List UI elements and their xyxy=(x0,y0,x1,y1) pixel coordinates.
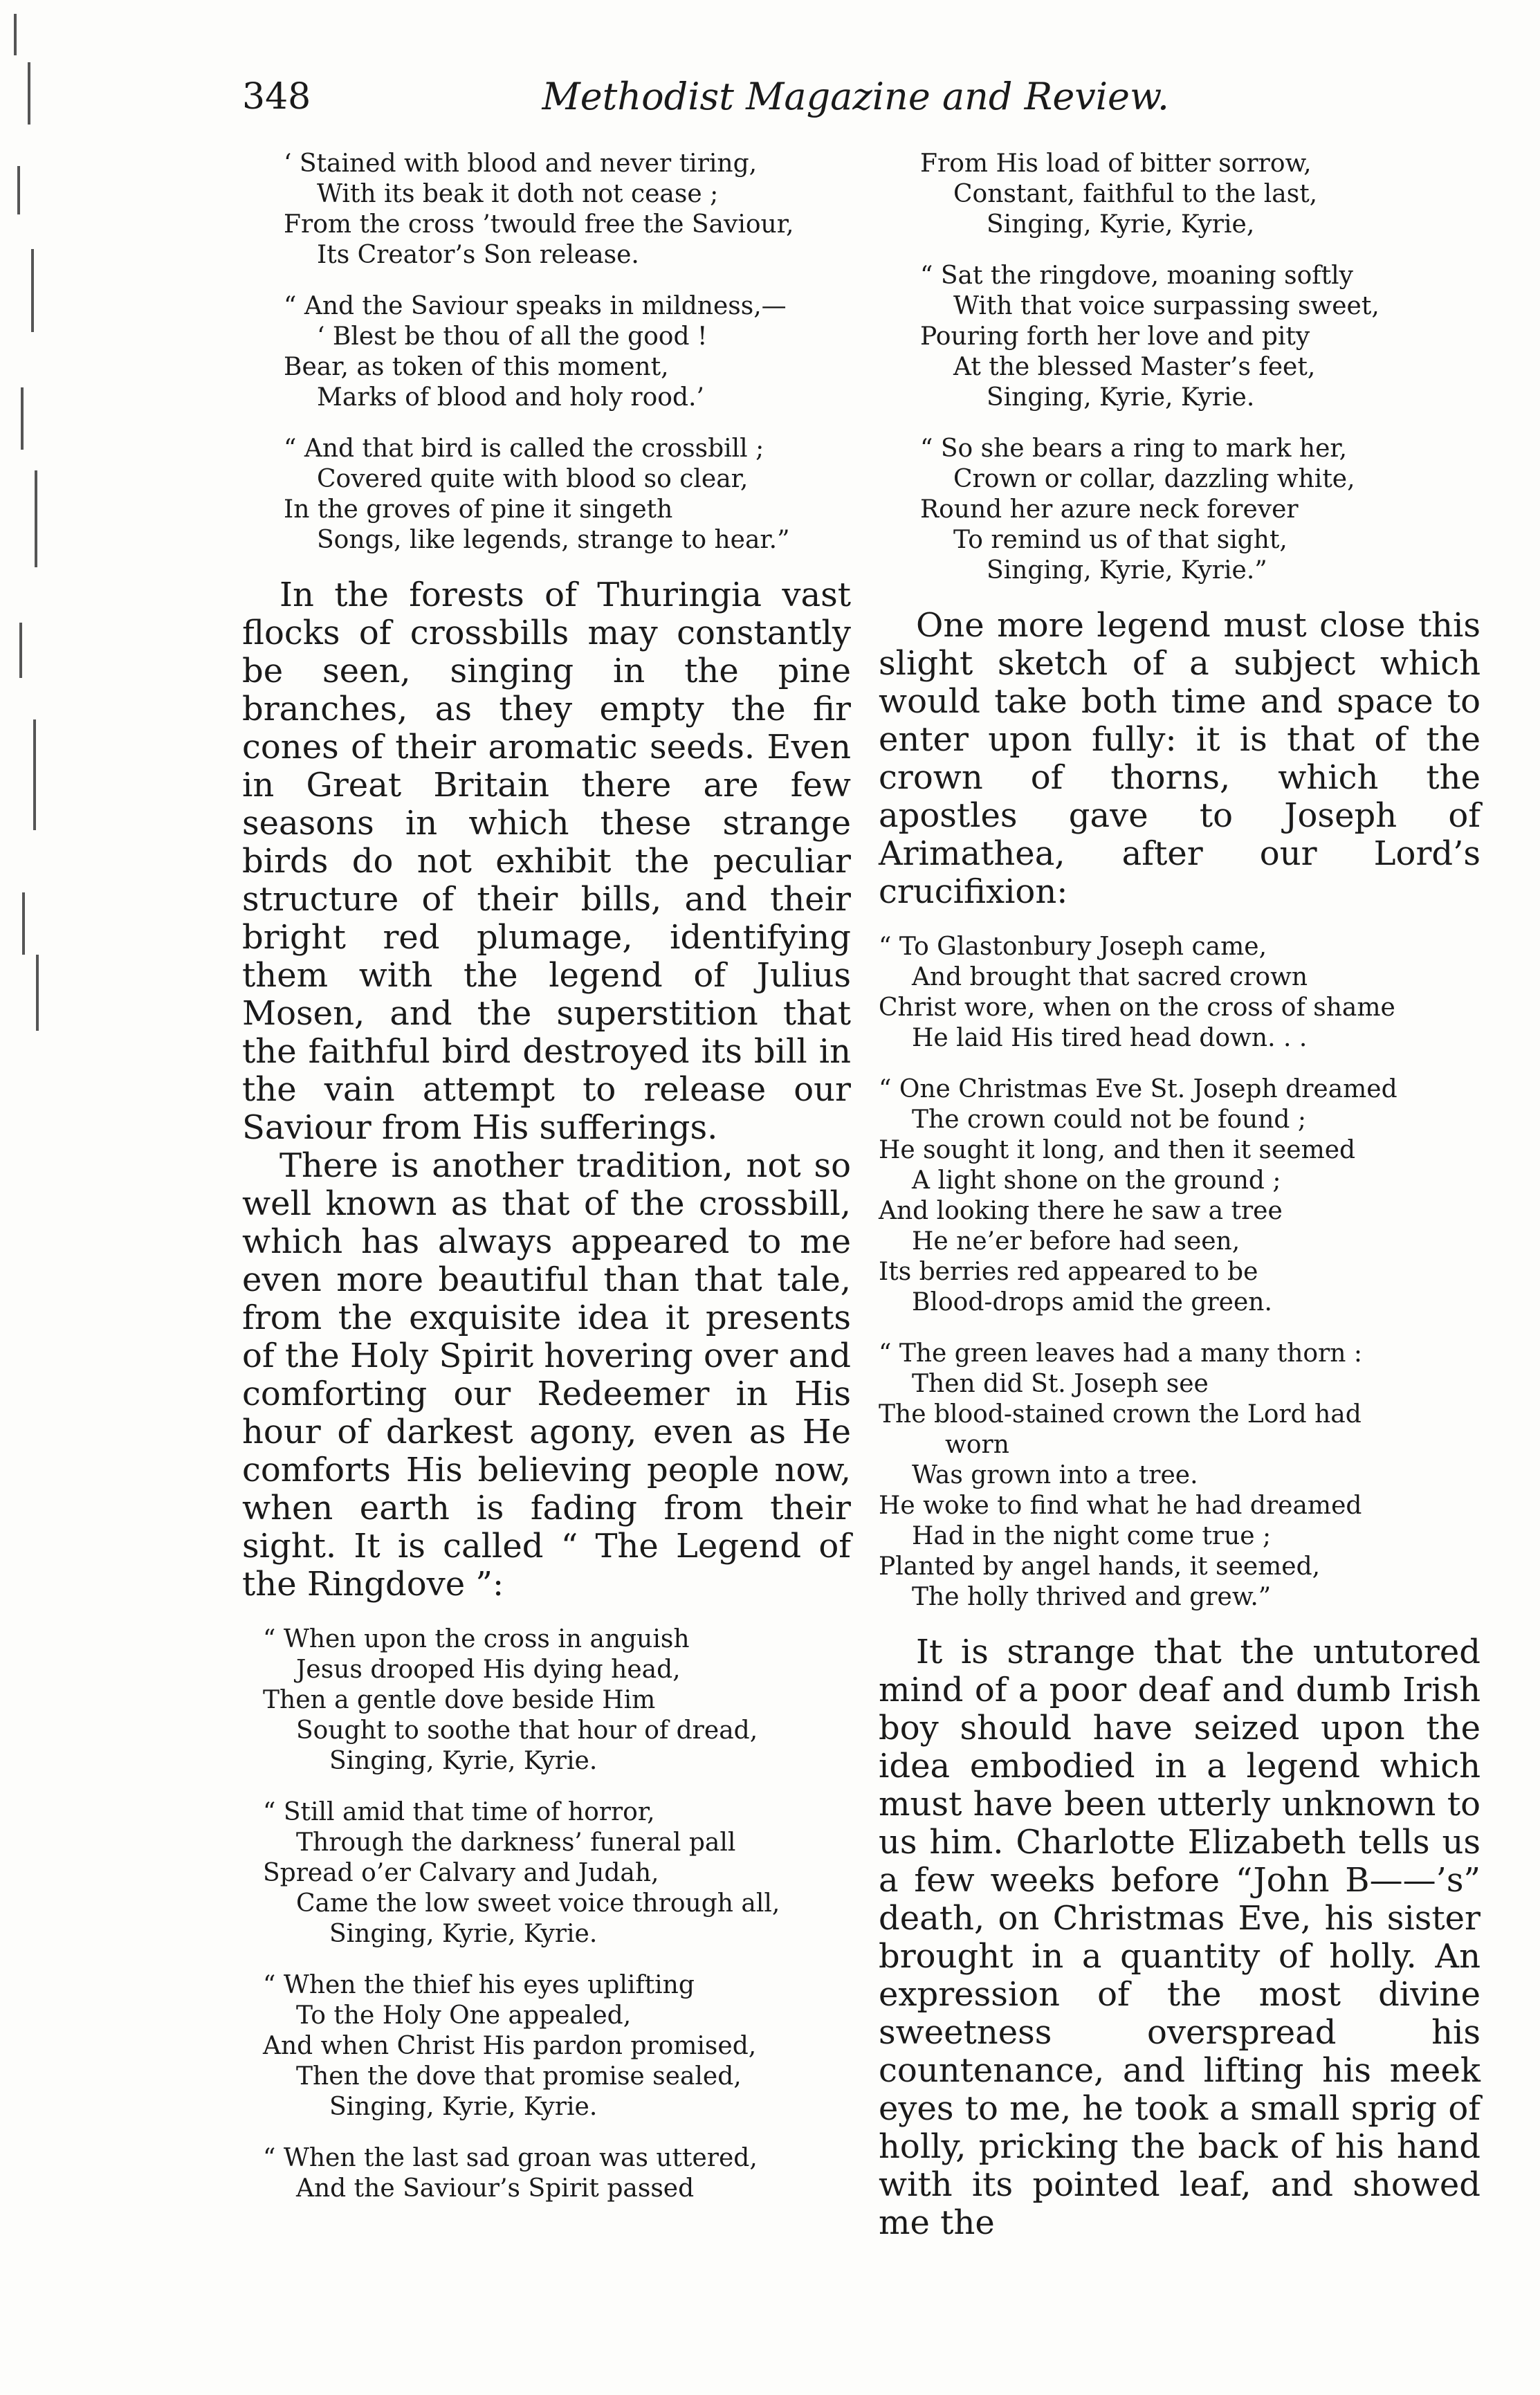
poem-line: He laid His tired head down. . . xyxy=(912,1024,1308,1052)
poem-line: The crown could not be found ; xyxy=(912,1105,1307,1134)
paragraph: In the forests of Thuringia vast flocks of crossbills may constantly be seen, singing in the pine branches, as they empty the fir cones of their aromatic seeds. Even in Great Britain there are few seasons in which these strange birds do not exhibit the peculiar structure of their bills, and their bright red plumage, identifying them with the legend of Julius Mosen, and the superstition that the faithful bird destroyed its bill in the vain attempt to release our Saviour from His sufferings. xyxy=(242,576,851,1147)
poem-line: Then the dove that promise sealed, xyxy=(296,2062,742,2091)
poem-line: Singing, Kyrie, Kyrie. xyxy=(329,1747,598,1775)
poem-line: The holly thrived and grew.” xyxy=(912,1583,1272,1611)
poem-line: “ When upon the cross in anguish xyxy=(263,1625,690,1653)
poem-stanza xyxy=(920,434,1481,586)
poem-line: “ One Christmas Eve St. Joseph dreamed xyxy=(879,1075,1397,1103)
poem-line: worn xyxy=(945,1431,1009,1459)
poem-line: And brought that sacred crown xyxy=(912,963,1308,991)
poem-line: Songs, like legends, strange to hear.” xyxy=(317,526,790,554)
poem-line: “ And the Saviour speaks in mildness,— xyxy=(284,292,787,320)
poem-line: Was grown into a tree. xyxy=(912,1461,1198,1489)
page-header xyxy=(242,75,1169,130)
poem-stanza xyxy=(284,434,851,556)
poem-line: Its berries red appeared to be xyxy=(879,1258,1258,1286)
poem-line: He woke to find what he had dreamed xyxy=(879,1492,1362,1520)
body-text xyxy=(879,607,1481,911)
right-column xyxy=(879,149,1481,2263)
poem-stanza xyxy=(920,261,1481,413)
poem-stanza xyxy=(879,1339,1481,1613)
crossbill-poem xyxy=(242,149,851,556)
poem-line: Covered quite with blood so clear, xyxy=(317,465,749,493)
paragraph: One more legend must close this slight sketch of a subject which would take both time and space to enter upon fully: it is that of the crown of thorns, which the apostles gave to Joseph of Arimathea, after our Lord’s crucifixion: xyxy=(879,606,1481,911)
poem-line: And when Christ His pardon promised, xyxy=(263,2032,757,2060)
poem-line: With that voice surpassing sweet, xyxy=(953,292,1379,320)
poem-line: Pouring forth her love and pity xyxy=(920,322,1310,351)
poem-line: Had in the night come true ; xyxy=(912,1522,1272,1550)
poem-line: Then did St. Joseph see xyxy=(912,1370,1209,1398)
poem-line: Singing, Kyrie, Kyrie. xyxy=(987,383,1255,412)
poem-line: Planted by angel hands, it seemed, xyxy=(879,1552,1321,1581)
glastonbury-poem xyxy=(879,932,1481,1613)
poem-line: Through the darkness’ funeral pall xyxy=(296,1828,736,1857)
poem-line: “ When the last sad groan was uttered, xyxy=(263,2144,758,2172)
poem-line: Bear, as token of this moment, xyxy=(284,353,669,381)
poem-line: Its Creator’s Son release. xyxy=(317,241,639,269)
poem-line: “ When the thief his eyes uplifting xyxy=(263,1971,695,1999)
poem-line: To the Holy One appealed, xyxy=(296,2001,632,2030)
poem-stanza xyxy=(879,1074,1481,1318)
poem-stanza xyxy=(284,149,851,270)
poem-line: “ The green leaves had a many thorn : xyxy=(879,1339,1363,1368)
poem-line: “ So she bears a ring to mark her, xyxy=(920,434,1348,463)
poem-line: Came the low sweet voice through all, xyxy=(296,1889,780,1918)
poem-line: “ To Glastonbury Joseph came, xyxy=(879,933,1267,961)
poem-line: Singing, Kyrie, Kyrie. xyxy=(329,2093,598,2121)
poem-line: At the blessed Master’s feet, xyxy=(953,353,1316,381)
ringdove-poem-continued xyxy=(879,149,1481,586)
poem-stanza xyxy=(263,1624,851,1777)
poem-line: “ Sat the ringdove, moaning softly xyxy=(920,261,1353,290)
poem-line: A light shone on the ground ; xyxy=(912,1166,1281,1195)
poem-line: Then a gentle dove beside Him xyxy=(263,1686,656,1714)
ringdove-poem xyxy=(242,1624,851,2204)
poem-line: From His load of bitter sorrow, xyxy=(920,149,1312,178)
running-title: Methodist Magazine and Review. xyxy=(542,75,1169,118)
poem-line: “ Still amid that time of horror, xyxy=(263,1798,655,1826)
poem-stanza xyxy=(263,1970,851,2122)
page-number: 348 xyxy=(242,76,311,118)
paragraph: It is strange that the untutored mind of a poor deaf and dumb Irish boy should have seized upon the idea embodied in a legend which must have been utterly unknown to us him. Charlotte Elizabeth tells us a few weeks before “John B——’s” death, on Christmas Eve, his sister brought in a quantity of holly. An expression of the most divine sweetness overspread his countenance, and lifting his meek eyes to me, he took a small sprig of holly, pricking the back of his hand with its pointed leaf, and showed me the xyxy=(879,1633,1481,2242)
poem-line: Marks of blood and holy rood.’ xyxy=(317,383,704,412)
poem-line: In the groves of pine it singeth xyxy=(284,495,673,524)
poem-line: Jesus drooped His dying head, xyxy=(296,1655,681,1684)
poem-stanza xyxy=(263,1797,851,1949)
poem-line: ‘ Stained with blood and never tiring, xyxy=(284,149,758,178)
poem-line: Round her azure neck forever xyxy=(920,495,1299,524)
poem-line: Singing, Kyrie, Kyrie.” xyxy=(987,556,1267,585)
poem-line: Sought to soothe that hour of dread, xyxy=(296,1716,758,1745)
poem-line: ‘ Blest be thou of all the good ! xyxy=(317,322,708,351)
poem-line: Constant, faithful to the last, xyxy=(953,180,1318,208)
poem-line: He sought it long, and then it seemed xyxy=(879,1136,1356,1164)
poem-line: Singing, Kyrie, Kyrie, xyxy=(987,210,1255,239)
poem-line: And the Saviour’s Spirit passed xyxy=(296,2174,695,2203)
poem-stanza xyxy=(879,932,1481,1054)
left-column xyxy=(242,149,851,2225)
body-text xyxy=(242,576,851,1604)
poem-stanza xyxy=(263,2143,851,2204)
page-edge-marks xyxy=(0,0,62,1107)
poem-stanza xyxy=(920,149,1481,240)
poem-line: Christ wore, when on the cross of shame xyxy=(879,993,1395,1022)
poem-line: “ And that bird is called the crossbill ; xyxy=(284,434,764,463)
poem-line: Singing, Kyrie, Kyrie. xyxy=(329,1920,598,1948)
poem-line: From the cross ’twould free the Saviour, xyxy=(284,210,794,239)
poem-line: Crown or collar, dazzling white, xyxy=(953,465,1355,493)
poem-stanza xyxy=(284,291,851,413)
poem-line: Blood-drops amid the green. xyxy=(912,1288,1272,1316)
poem-line: To remind us of that sight, xyxy=(953,526,1287,554)
poem-line: The blood-stained crown the Lord had xyxy=(879,1400,1362,1429)
poem-line: With its beak it doth not cease ; xyxy=(317,180,719,208)
poem-line: And looking there he saw a tree xyxy=(879,1197,1283,1225)
poem-line: He ne’er before had seen, xyxy=(912,1227,1240,1256)
poem-line: Spread o’er Calvary and Judah, xyxy=(263,1859,659,1887)
paragraph: There is another tradition, not so well known as that of the crossbill, which has always appeared to me even more beautiful than that tale, from the exquisite idea it presents of the Holy Spirit hovering over and comforting our Redeemer in His hour of darkest agony, even as He comforts His believing people now, when earth is fading from their sight. It is called “ The Legend of the Ringdove ”: xyxy=(242,1146,851,1604)
body-text xyxy=(879,1633,1481,2242)
